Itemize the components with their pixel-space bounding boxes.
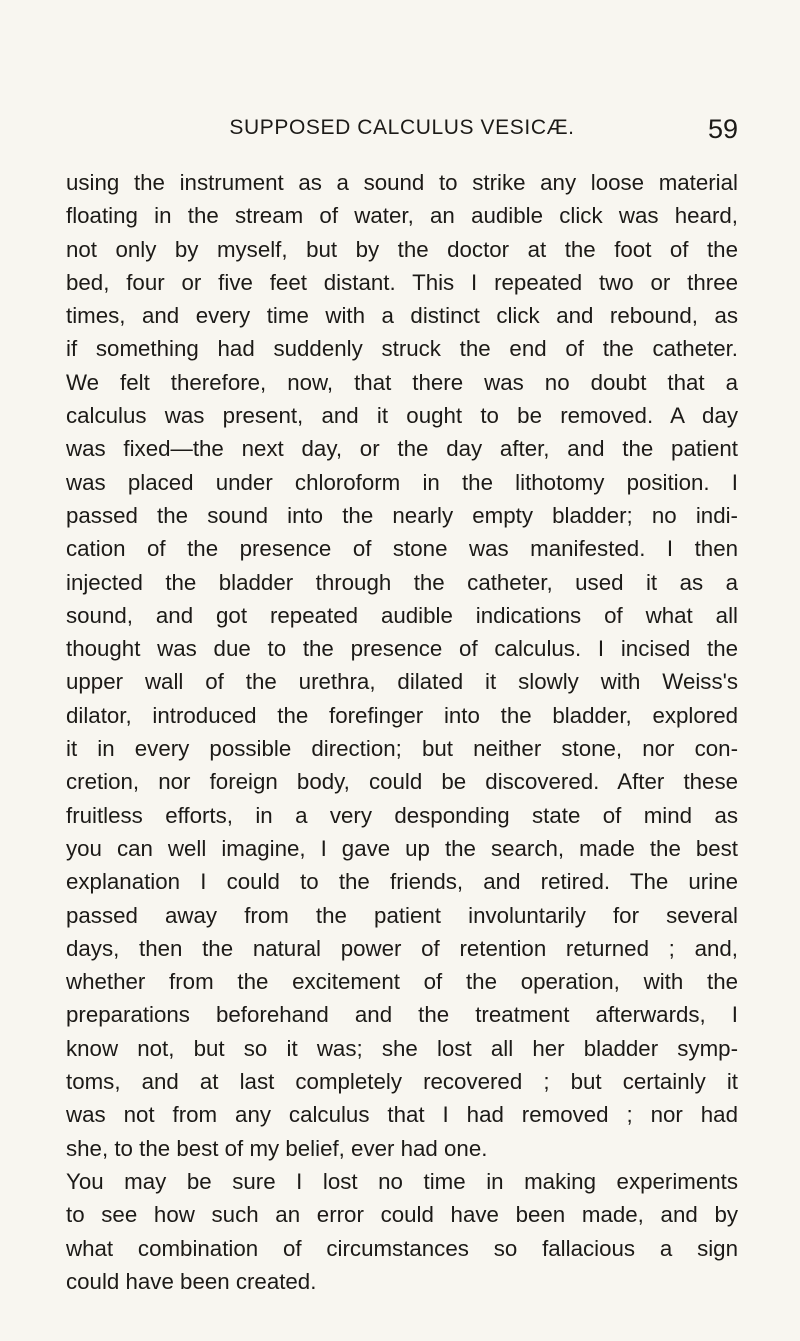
text-line: injected the bladder through the catheter, used it as a [66, 569, 738, 595]
text-line: days, then the natural power of retention returned ; and, [66, 935, 738, 961]
text-line: using the instrument as a sound to strike any loose material [66, 170, 738, 195]
text-line: was not from any calculus that I had removed ; nor had [66, 1102, 738, 1128]
text-line: cation of the presence of stone was manifested. I then [66, 536, 738, 562]
text-line: thought was due to the presence of calculus. I incised the [66, 636, 738, 662]
text-line: it in every possible direction; but neither stone, nor con- [66, 736, 738, 762]
text-line: not only by myself, but by the doctor at the foot of the [66, 236, 738, 262]
paragraph-2 [66, 1165, 738, 1298]
text-line: could have been created. [66, 1268, 317, 1294]
text-line: if something had suddenly struck the end of the catheter. [66, 336, 738, 362]
page-number: 59 [707, 114, 738, 144]
text-line: know not, but so it was; she lost all her bladder symp- [66, 1035, 738, 1061]
text-line: passed away from the patient involuntarily for several [66, 902, 738, 928]
text-line: to see how such an error could have been made, and by [66, 1202, 738, 1228]
running-head [66, 114, 738, 146]
text-line: explanation I could to the friends, and retired. The urine [66, 869, 738, 895]
text-line: was placed under chloroform in the lithotomy position. I [66, 469, 738, 495]
text-line: toms, and at last completely recovered ; but certainly it [66, 1069, 738, 1095]
text-line: We felt therefore, now, that there was no doubt that a [66, 369, 738, 395]
text-line: she, to the best of my belief, ever had one. [66, 1135, 488, 1161]
text-line: preparations beforehand and the treatment afterwards, I [66, 1002, 738, 1028]
text-line: times, and every time with a distinct click and rebound, as [66, 303, 738, 329]
text-line: dilator, introduced the forefinger into the bladder, explored [66, 702, 738, 728]
paragraph-1 [66, 166, 738, 1165]
text-line: fruitless efforts, in a very desponding state of mind as [66, 802, 738, 828]
text-line: upper wall of the urethra, dilated it slowly with Weiss's [66, 669, 738, 695]
text-line: what combination of circumstances so fallacious a sign [66, 1235, 738, 1261]
text-line: was fixed—the next day, or the day after, and the patient [66, 436, 738, 462]
text-line: calculus was present, and it ought to be removed. A day [66, 403, 738, 429]
text-line: whether from the excitement of the operation, with the [66, 969, 738, 995]
body-text [66, 166, 738, 1298]
text-line: You may be sure I lost no time in making experiments [66, 1168, 738, 1194]
text-line: floating in the stream of water, an audible click was heard, [66, 203, 738, 229]
text-line: cretion, nor foreign body, could be discovered. After these [66, 769, 738, 795]
text-line: bed, four or five feet distant. This I repeated two or three [66, 269, 738, 295]
text-line: passed the sound into the nearly empty bladder; no indi- [66, 502, 738, 528]
running-title: SUPPOSED CALCULUS VESICÆ. [229, 116, 575, 139]
text-line: sound, and got repeated audible indications of what all [66, 602, 738, 628]
text-line: you can well imagine, I gave up the search, made the best [66, 835, 738, 861]
